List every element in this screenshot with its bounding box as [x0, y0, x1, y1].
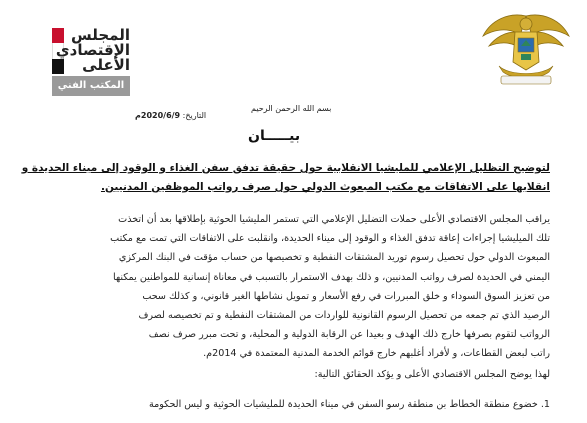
document-date [135, 111, 206, 120]
fact-point: 1. خضوع منطقة الخطاط بن منطقة رسو السفن في ميناء الحديدة للمليشيات الحوثية و ليس الحكومة [148, 399, 550, 410]
paragraph-line: راتب لبعض القطاعات، و لأفراد أغلبهم خارج قوائم الخدمة المدنية المعتمدة في 2014م. [203, 348, 550, 360]
yemen-emblem-icon [479, 10, 573, 88]
office-label: المكتب الفني [52, 76, 130, 96]
paragraph-line: يراقب المجلس الاقتصادي الأعلى حملات التضليل الإعلامي التي تستمر المليشيا الحوثية بإطلاقها بعد أن اتخذت [118, 214, 550, 225]
paragraph-line: تلك الميليشيا إجراءات إعاقة تدفق الغذاء و الوقود إلى ميناء الحديدة، وانقلبت على الاتفاقات التي تمت مع مكتب [110, 233, 550, 245]
date-label: التاريخ: [182, 111, 207, 120]
headline-line: انقلابها على الاتفاقات مع مكتب المبعوث الدولي حول صرف رواتب الموظفين المدنيين. [100, 181, 550, 193]
logo-line: الإقتصادي [55, 41, 130, 59]
paragraph-line: الرواتب لتقوم بصرفها خارج ذلك الهدف و بعيدا عن الرقابة الدولية و المحلية، و تحت مبرر صرف نصف [148, 329, 550, 341]
basmala: بسم الله الرحمن الرحيم [251, 104, 332, 113]
paragraph-line: المبعوث الدولي حول تحصيل رسوم توريد المشتقات النفطية و تخصيصها من حساب مؤقت في البنك المركزي [118, 252, 550, 264]
paragraph-line: اليمني في الحديدة لصرف رواتب المدنيين، و ذلك بهدف الاستمرار بالتسبب في معاناة إنسانية للمواطنين يمكنها [113, 271, 550, 283]
facts-intro: لهذا يوضح المجلس الاقتصادي الأعلى و يؤكد الحقائق التالية: [314, 369, 550, 380]
paragraph-line: الرصيد الذي تم جمعه من تحصيل الرسوم القانونية للواردات من المشتقات النفطية و تم تخصيصه لصرف [138, 309, 550, 321]
body-paragraph [38, 210, 550, 364]
date-value: 2020/6/9م [135, 111, 181, 120]
paragraph-line: من تعزيز السوق السوداء و خلق المبررات في رفع الأسعار و تمويل نشاطها الغير قانوني، و كذلك سحب [142, 290, 550, 302]
logo-text [55, 26, 130, 74]
headline-line: لتوضيح التظليل الإعلامي للمليشيا الانقلابية حول حقيقة تدفق سفن الغذاء و الوقود إلى ميناء الحديدة و [21, 162, 550, 174]
document-title: بيـــــان [248, 128, 301, 144]
logo-line: المجلس [71, 26, 130, 44]
logo-line: الأعلى [82, 56, 130, 74]
